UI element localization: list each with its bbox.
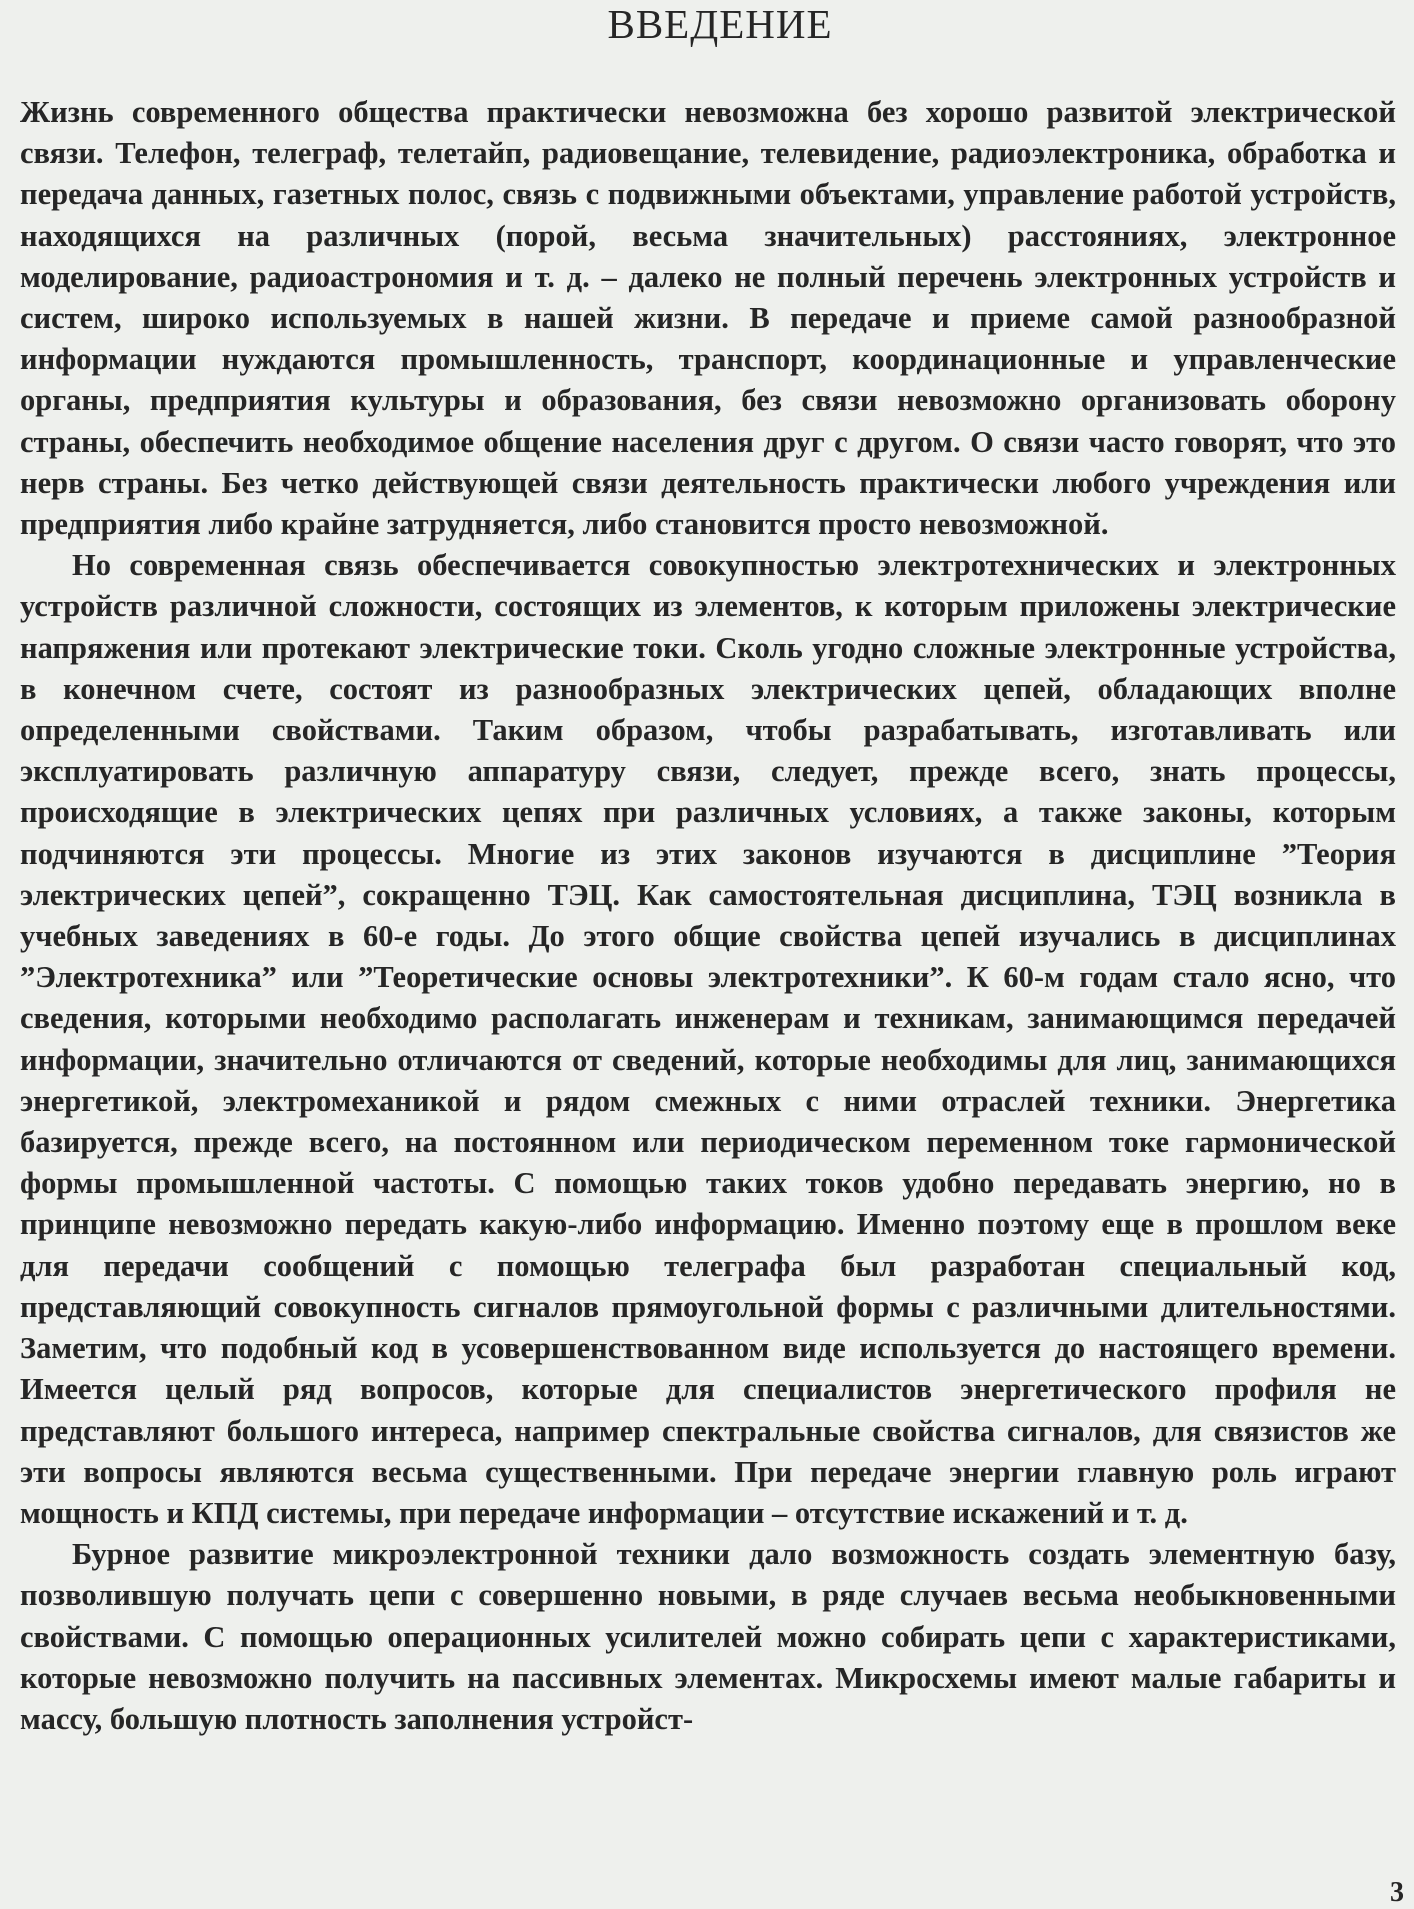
paragraph-2: Но современная связь обеспечивается совокупностью электротехнических и электронных устройств различной сложности, состоящих из элементов, к которым приложены электрические напряжения или протекают электрические токи. Сколь угодно сложные электронные устройства, в конечном счете, состоят из разнообразных электрических цепей, обладающих вполне определенными свойствами. Таким образом, чтобы разрабатывать, изготавливать или эксплуатировать различную аппаратуру связи, следует, прежде всего, знать процессы, происходящие в электрических цепях при различных условиях, а также законы, которым подчиняются эти процессы. Многие из этих законов изучаются в дисциплине ”Теория электрических цепей”, сокращенно ТЭЦ. Как самостоятельная дисциплина, ТЭЦ возникла в учебных заведениях в 60-е годы. До этого общие свойства цепей изучались в дисциплинах ”Электротехника” или ”Теоретические основы электротехники”. К 60-м годам стало ясно, что сведения, которыми необходимо располагать инженерам и техникам, занимающимся передачей информации, значительно отличаются от сведений, которые необходимы для лиц, занимающихся энергетикой, электромеханикой и рядом смежных с ними отраслей техники. Энергетика базируется, прежде всего, на постоянном или периодическом переменном токе гармонической формы промышленной частоты. С помощью таких токов удобно передавать энергию, но в принципе невозможно передать какую-либо информацию. Именно поэтому еще в прошлом веке для передачи сообщений с помощью телеграфа был разработан специальный код, представляющий совокупность сигналов прямоугольной формы с различными длительностями. Заметим, что подобный код в усовершенствованном виде используется до настоящего времени. Имеется целый ряд вопросов, которые для специалистов энергетического профиля не представляют большого интереса, например спектральные свойства сигналов, для связистов же эти вопросы являются весьма существенными. При передаче энергии главную роль играют мощность и КПД системы, при передаче информации – отсутствие искажений и т. д.	[20, 548, 1396, 1530]
body-text	[20, 92, 1396, 1740]
page-number: 3	[1390, 1877, 1404, 1908]
paragraph-1: Жизнь современного общества практически невозможна без хорошо развитой электрической связи. Телефон, телеграф, телетайп, радиовещание, телевидение, радиоэлектроника, обработка и передача данных, газетных полос, связь с подвижными объектами, управление работой устройств, находящихся на различных (порой, весьма значительных) расстояниях, электронное моделирование, радиоастрономия и т. д. – далеко не полный перечень электронных устройств и систем, широко используемых в нашей жизни. В передаче и приеме самой разнообразной информации нуждаются промышленность, транспорт, координационные и управленческие органы, предприятия культуры и образования, без связи невозможно организовать оборону страны, обеспечить необходимое общение населения друг с другом. О связи часто говорят, что это нерв страны. Без четко действующей связи деятельность практически любого учреждения или предприятия либо крайне затрудняется, либо становится просто невозможной.	[20, 95, 1396, 542]
paragraph-3: Бурное развитие микроэлектронной техники дало возможность создать элементную базу, позволившую получать цепи с совершенно новыми, в ряде случаев весьма необыкновенными свойствами. С помощью операционных усилителей можно собирать цепи с характеристиками, которые невозможно получить на пассивных элементах. Микросхемы имеют малые габариты и массу, большую плотность заполнения устройст-	[20, 1537, 1396, 1736]
page-title: ВВЕДЕНИЕ	[607, 1, 833, 47]
